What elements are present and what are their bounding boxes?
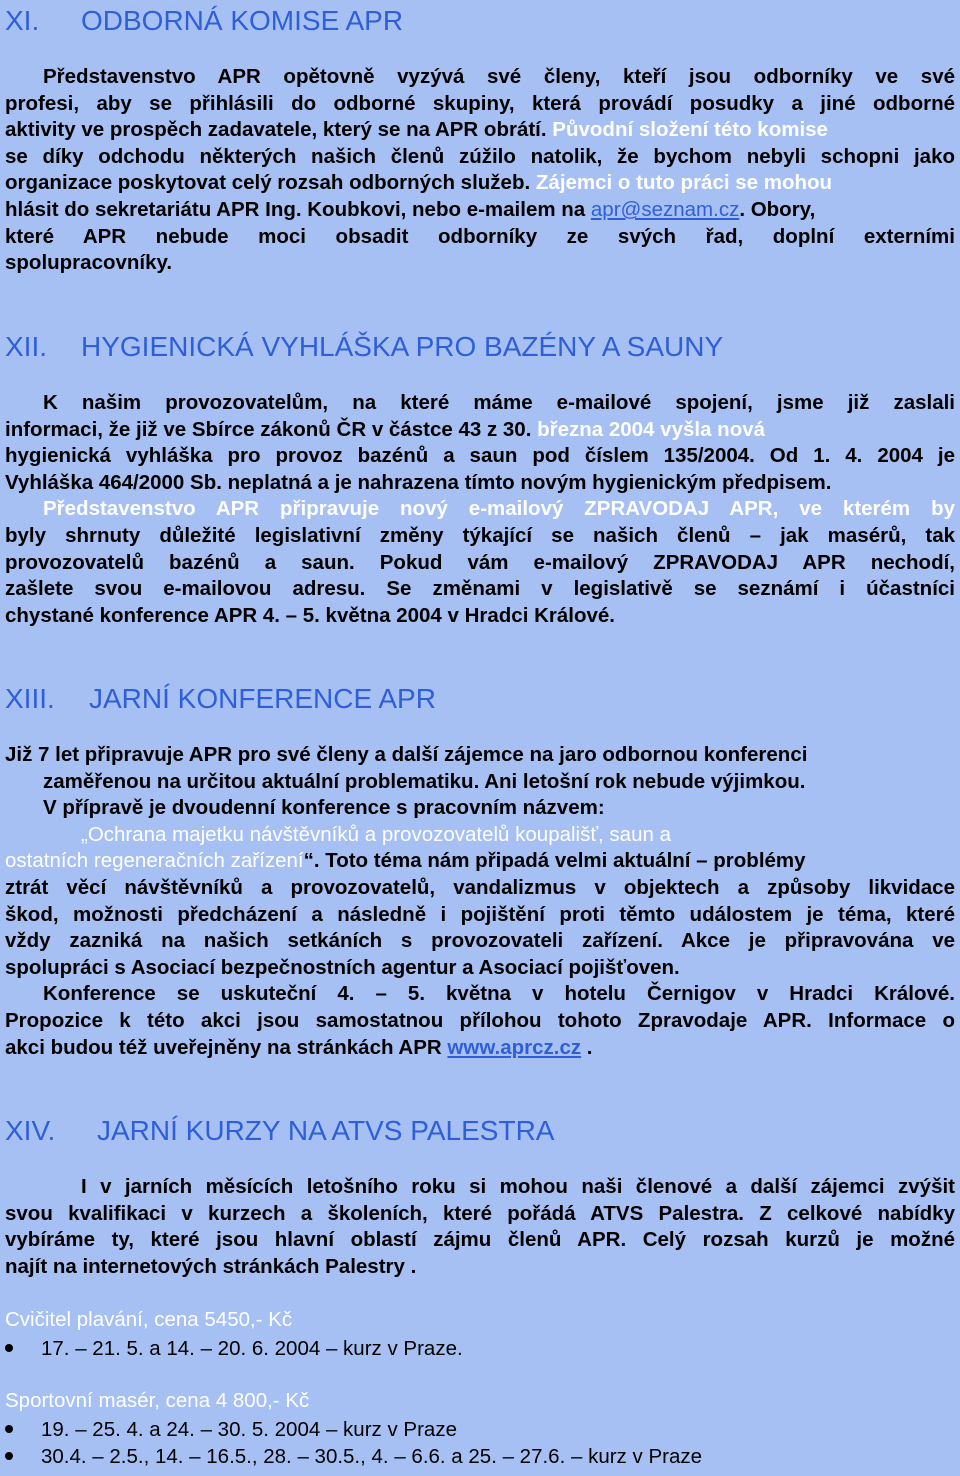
text-line: organizace poskytovat celý rozsah odborných služeb. Zájemci o tuto práci se mohou bbox=[5, 171, 833, 195]
text-line: najít na internetových stránkách Palestry . bbox=[5, 1254, 417, 1278]
list-item: 30.4. – 2.5., 14. – 16.5., 28. – 30.5., 4. – 6.6. a 25. – 27.6. – kurz v Praze bbox=[5, 1444, 702, 1470]
section-xiii-paragraph bbox=[5, 742, 955, 1061]
text-line: Představenstvo APR připravuje nový e-mailový ZPRAVODAJ APR, ve kterém by bbox=[43, 497, 955, 521]
text-line: akci budou též uveřejněny na stránkách APR www.aprcz.cz . bbox=[5, 1035, 593, 1059]
text-line: které APR nebude moci obsadit odborníky ze svých řad, doplní externími bbox=[5, 224, 955, 248]
course-title-swim-instructor: Cvičitel plavání, cena 5450,- Kč bbox=[5, 1308, 293, 1331]
text-line: hygienická vyhláška pro provoz bazénů a saun pod číslem 135/2004. Od 1. 4. 2004 je bbox=[5, 444, 955, 468]
text-line: spolupracovníky. bbox=[5, 251, 173, 275]
section-xi-paragraph bbox=[5, 64, 955, 277]
section-xiv-paragraph bbox=[5, 1174, 955, 1280]
section-heading-xiii bbox=[5, 682, 436, 716]
bullet-icon bbox=[5, 1452, 13, 1460]
bullet-icon bbox=[5, 1425, 13, 1433]
bullet-icon bbox=[5, 1344, 13, 1352]
section-heading-xi bbox=[5, 4, 403, 38]
text-line: vždy zazniká na našich setkáních s provozovateli zařízení. Akce je připravována ve bbox=[5, 929, 955, 953]
text-line: Již 7 let připravuje APR pro své členy a další zájemce na jaro odbornou konferenci bbox=[5, 743, 808, 766]
text-line: ostatních regeneračních zařízení“. Toto téma nám připadá velmi aktuální – problémy bbox=[5, 849, 806, 873]
text-line: vybíráme ty, které jsou hlavní oblastí zájmu členů APR. Celý rozsah kurzů je možné bbox=[5, 1228, 955, 1252]
text-line: svou kvalifikaci v kurzech a školeních, které pořádá ATVS Palestra. Z celkové nabídky bbox=[5, 1201, 955, 1225]
email-link[interactable]: apr@seznam.cz bbox=[590, 197, 740, 221]
text-line: profesi, aby se přihlásili do odborné skupiny, která provádí posudky a jiné odborné bbox=[5, 91, 955, 115]
text-line: Vyhláška 464/2000 Sb. neplatná a je nahrazena tímto novým hygienickým předpisem. bbox=[5, 470, 832, 494]
text-line: V přípravě je dvoudenní konference s pracovním názvem: bbox=[43, 796, 605, 820]
text-line: informaci, že již ve Sbírce zákonů ČR v částce 43 z 30. března 2004 vyšla nová bbox=[5, 417, 766, 441]
text-line: se díky odchodu některých našich členů zúžilo natolik, že bychom nebyli schopni jako bbox=[5, 144, 955, 168]
section-heading-xii bbox=[5, 330, 723, 364]
section-title: HYGIENICKÁ VYHLÁŠKA PRO BAZÉNY A SAUNY bbox=[81, 331, 724, 362]
list-item: 17. – 21. 5. a 14. – 20. 6. 2004 – kurz v Praze. bbox=[5, 1336, 463, 1362]
section-heading-xiv bbox=[5, 1114, 554, 1148]
text-line: K našim provozovatelům, na které máme e-mailové spojení, jsme již zaslali bbox=[43, 391, 955, 414]
text-line: aktivity ve prospěch zadavatele, který se na APR obrátí. Původní složení této komise bbox=[5, 118, 828, 142]
section-number: XI. bbox=[5, 5, 40, 36]
list-item: 19. – 25. 4. a 24. – 30. 5. 2004 – kurz v Praze bbox=[5, 1417, 457, 1443]
website-link[interactable]: www.aprcz.cz bbox=[447, 1035, 582, 1059]
course-title-sports-masseur: Sportovní masér, cena 4 800,- Kč bbox=[5, 1389, 310, 1412]
text-line: Konference se uskuteční 4. – 5. května v hotelu Černigov v Hradci Králové. bbox=[43, 982, 955, 1006]
text-line: Představenstvo APR opětovně vyzývá své členy, kteří jsou odborníky ve své bbox=[43, 65, 955, 88]
text-line: zaměřenou na určitou aktuální problematiku. Ani letošní rok nebude výjimkou. bbox=[43, 769, 806, 793]
text-line: hlásit do sekretariátu APR Ing. Koubkovi, nebo e-mailem na apr@seznam.cz. Obory, bbox=[5, 197, 816, 221]
text-line: chystané konference APR 4. – 5. května 2004 v Hradci Králové. bbox=[5, 603, 615, 627]
section-xii-paragraph bbox=[5, 390, 955, 629]
text-line: I v jarních měsících letošního roku si mohou naši členové a další zájemci zvýšit bbox=[81, 1175, 955, 1198]
text-line: Propozice k této akci jsou samostatnou přílohou tohoto Zpravodaje APR. Informace o bbox=[5, 1008, 955, 1032]
text-line: zašlete svou e-mailovou adresu. Se změnami v legislativě se seznámí i účastníci bbox=[5, 577, 955, 601]
section-number: XIV. bbox=[5, 1115, 56, 1146]
text-line: ztrát věcí návštěvníků a provozovatelů, vandalizmus v objektech a způsoby likvidace bbox=[5, 875, 955, 899]
section-title: ODBORNÁ KOMISE APR bbox=[81, 5, 404, 36]
section-number: XIII. bbox=[5, 683, 55, 714]
section-title: JARNÍ KONFERENCE APR bbox=[89, 683, 436, 714]
conference-title-line: „Ochrana majetku návštěvníků a provozovatelů koupališť, saun a bbox=[81, 822, 671, 846]
text-line: provozovatelů bazénů a saun. Pokud vám e-mailový ZPRAVODAJ APR nechodí, bbox=[5, 550, 955, 574]
section-number: XII. bbox=[5, 331, 48, 362]
text-line: byly shrnuty důležité legislativní změny týkající se našich členů – jak masérů, tak bbox=[5, 523, 955, 547]
text-line: spolupráci s Asociací bezpečnostních agentur a Asociací pojišťoven. bbox=[5, 955, 680, 979]
text-line: škod, možnosti předcházení a následně i pojištění proti těmto událostem je téma, které bbox=[5, 902, 955, 926]
section-title: JARNÍ KURZY NA ATVS PALESTRA bbox=[97, 1115, 555, 1146]
